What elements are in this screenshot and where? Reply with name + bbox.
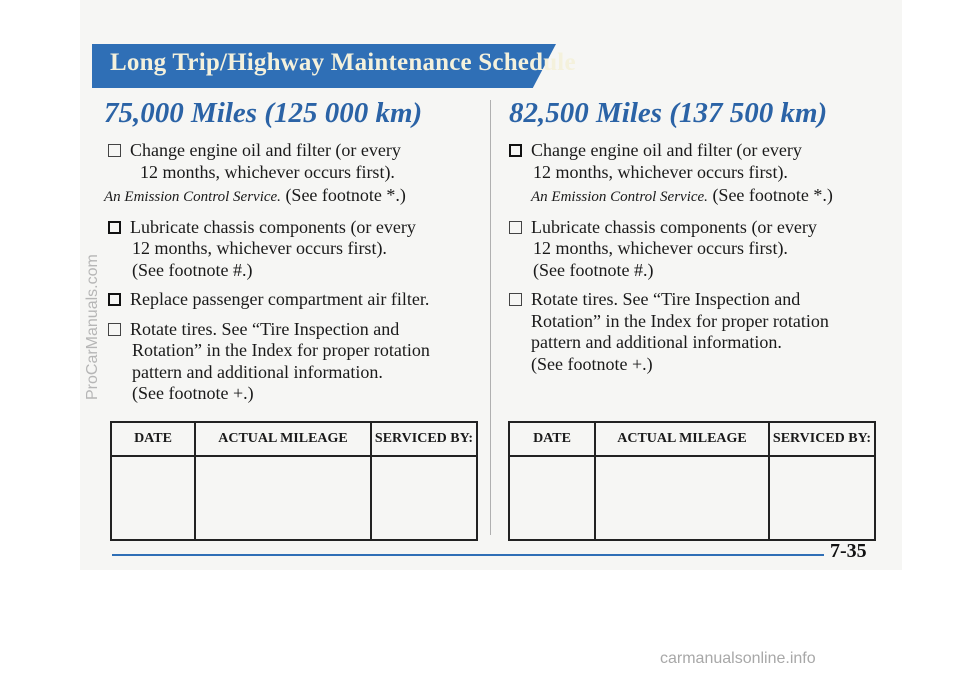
- column-header-date: DATE: [111, 422, 195, 456]
- checkbox-icon[interactable]: [509, 144, 522, 157]
- checklist-item-lubricate: Lubricate chassis components (or every 12 months, whichever occurs first). (See footnote #.): [104, 217, 484, 282]
- mileage-entry-cell[interactable]: [195, 456, 371, 540]
- checklist-item-oil: Change engine oil and filter (or every 12 months, whichever occurs first). An Emission Control Service. (See footnote *.): [104, 140, 484, 209]
- serviced-by-entry-cell[interactable]: [769, 456, 875, 540]
- checklist-item-rotate: Rotate tires. See “Tire Inspection and Rotation” in the Index for proper rotation pattern and additional information. (See footnote +.): [505, 289, 885, 375]
- checklist-item-air-filter: Replace passenger compartment air filter.: [104, 289, 484, 311]
- footer-rule: [112, 554, 824, 556]
- schedule-82500: [505, 97, 885, 383]
- column-header-serviced-by: SERVICED BY:: [371, 422, 477, 456]
- footer-watermark: carmanualsonline.info: [660, 650, 816, 667]
- side-watermark: ProCarManuals.com: [84, 254, 101, 400]
- checkbox-icon[interactable]: [108, 293, 121, 306]
- column-divider: [490, 100, 491, 535]
- page-number: 7-35: [830, 540, 867, 562]
- schedule-75000: [104, 97, 484, 413]
- mileage-entry-cell[interactable]: [595, 456, 769, 540]
- checkbox-icon[interactable]: [108, 144, 121, 157]
- checkbox-icon[interactable]: [108, 221, 121, 234]
- column-header-date: DATE: [509, 422, 595, 456]
- checkbox-icon[interactable]: [509, 293, 522, 306]
- checklist-item-lubricate: Lubricate chassis components (or every 12 months, whichever occurs first). (See footnote #.): [505, 217, 885, 282]
- emission-note: An Emission Control Service. (See footnote *.): [104, 185, 406, 205]
- checkbox-icon[interactable]: [108, 323, 121, 336]
- checkbox-icon[interactable]: [509, 221, 522, 234]
- column-header-mileage: ACTUAL MILEAGE: [595, 422, 769, 456]
- serviced-by-entry-cell[interactable]: [371, 456, 477, 540]
- section-title: Long Trip/Highway Maintenance Schedule: [110, 49, 576, 76]
- service-log-table: [508, 421, 876, 541]
- column-header-mileage: ACTUAL MILEAGE: [195, 422, 371, 456]
- date-entry-cell[interactable]: [111, 456, 195, 540]
- interval-heading: 75,000 Miles (125 000 km): [104, 97, 423, 129]
- emission-note: An Emission Control Service. (See footnote *.): [531, 185, 833, 205]
- column-header-serviced-by: SERVICED BY:: [769, 422, 875, 456]
- service-log-table: [110, 421, 478, 541]
- checklist-item-oil: Change engine oil and filter (or every 12 months, whichever occurs first). An Emission Control Service. (See footnote *.): [505, 140, 885, 209]
- interval-heading: 82,500 Miles (137 500 km): [509, 97, 828, 129]
- date-entry-cell[interactable]: [509, 456, 595, 540]
- checklist-item-rotate: Rotate tires. See “Tire Inspection and Rotation” in the Index for proper rotation pattern and additional information. (See footnote +.): [104, 319, 484, 405]
